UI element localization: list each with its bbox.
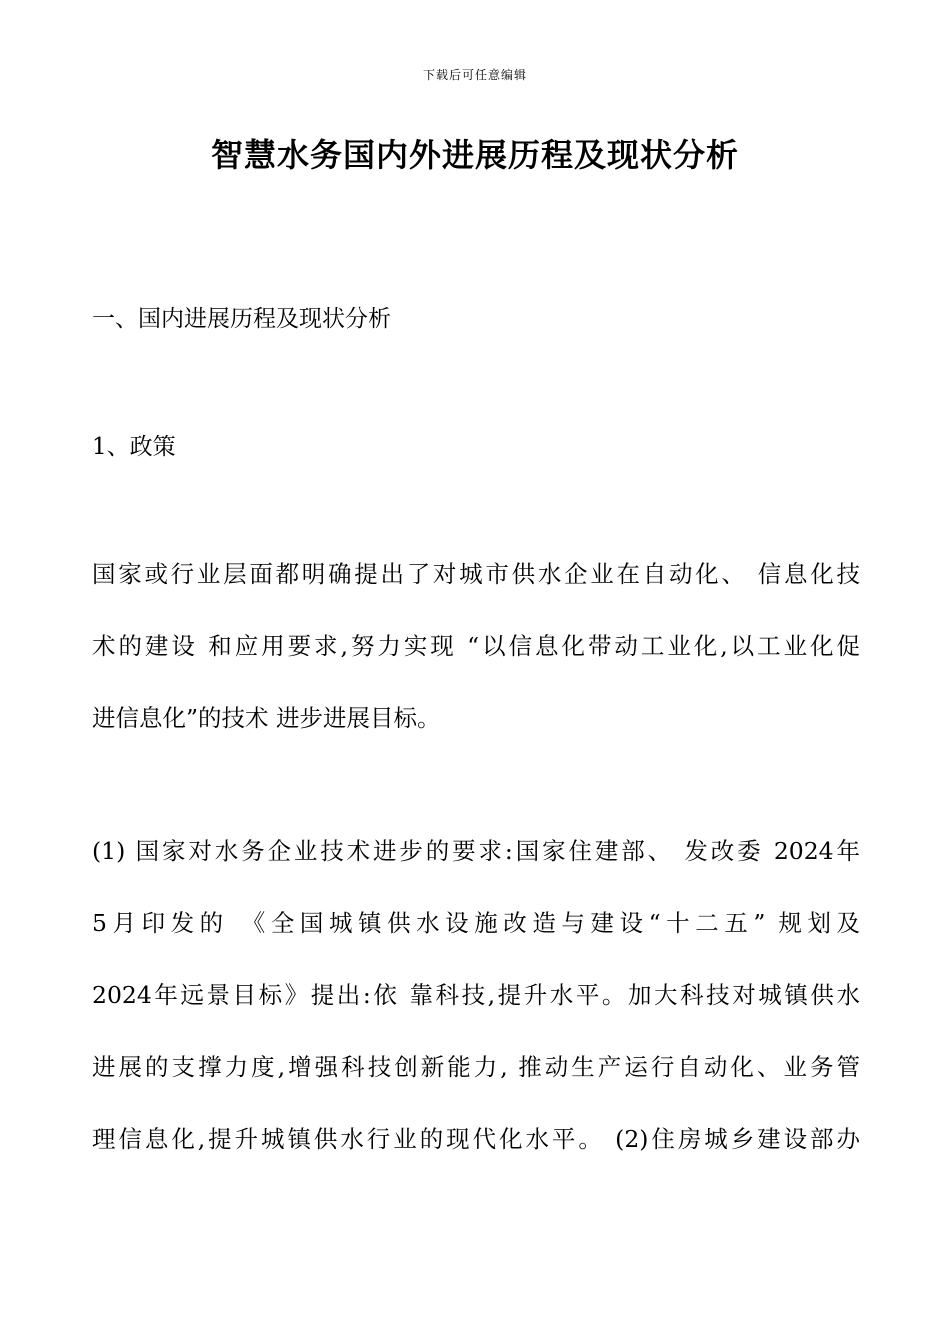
- paragraph-line: (1) 国家对水务企业技术进步的要求:国家住建部、 发改委 2024年: [92, 837, 860, 865]
- paragraph-line: 术的建设 和应用要求,努力实现 “以信息化带动工业化,以工业化促: [92, 632, 860, 660]
- paragraph-line: 5月印发的 《全国城镇供水设施改造与建设“十二五” 规划及: [92, 909, 860, 937]
- paragraph-policy-intro: [92, 538, 860, 754]
- paragraph-line: 理信息化,提升城镇供水行业的现代化水平。 (2)住房城乡建设部办: [92, 1125, 860, 1153]
- paragraph-line: 国家或行业层面都明确提出了对城市供水企业在自动化、 信息化技: [92, 560, 860, 588]
- subsection-heading: 1、政策: [92, 434, 176, 460]
- paragraph-line: 进展的支撑力度,增强科技创新能力, 推动生产运行自动化、业务管: [92, 1053, 860, 1081]
- paragraph-policy-requirements: [92, 815, 860, 1175]
- document-title: 智慧水务国内外进展历程及现状分析: [210, 136, 739, 174]
- header-note: 下载后可任意编辑: [422, 68, 527, 82]
- paragraph-line: 进信息化”的技术 进步进展目标。: [92, 704, 441, 732]
- paragraph-line: 2024年远景目标》提出:依 靠科技,提升水平。加大科技对城镇供水: [92, 981, 860, 1009]
- section-heading: 一、国内进展历程及现状分析: [92, 306, 391, 332]
